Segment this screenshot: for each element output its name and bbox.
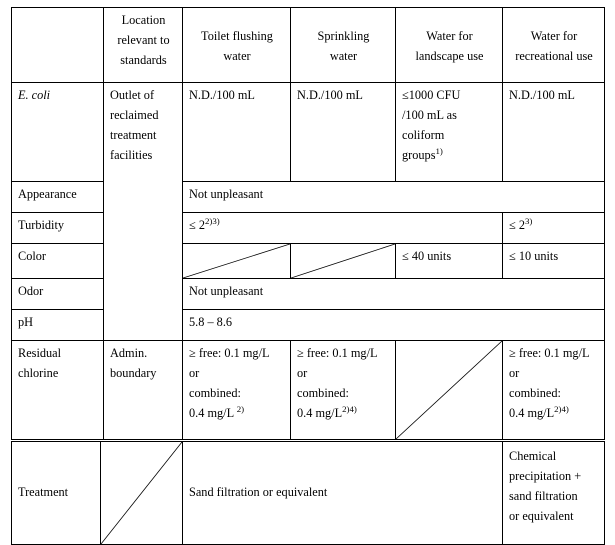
header-recreational-line-1: Water for [530,29,578,43]
cell-location-outlet-reclaimed [104,83,183,341]
treatment-recreational-line-3: sand filtration [509,488,578,503]
location-line-3: treatment [110,127,157,142]
header-recreational-line-2: recreational use [515,48,593,63]
header-toilet-line-2: water [223,48,251,63]
row-label-odor: Odor [12,279,104,310]
chlorine-recreational-line-3: combined: [509,385,561,400]
chlorine-toilet-line-4-text: 0.4 mg/L [189,405,237,420]
cell-color-recreational: ≤ 10 units [503,244,605,279]
header-landscape-line-2: landscape use [415,48,484,63]
cell-ecoli-landscape [396,83,503,182]
diagonal-slash-icon [396,341,502,439]
ecoli-landscape-line-4-text: groups [402,147,436,162]
location-line-2: reclaimed [110,107,159,122]
footnote-marker-2-4-b: 2)4) [554,403,569,414]
diagonal-slash-icon [291,244,395,278]
row-label-treatment: Treatment [12,442,101,545]
chlorine-sprinkling-line-4 [297,404,390,424]
header-location-line-3: standards [120,52,167,67]
footnote-marker-2-4: 2)4) [342,403,357,414]
cell-color-landscape: ≤ 40 units [396,244,503,279]
cell-ecoli-recreational: N.D./100 mL [503,83,605,182]
header-sprinkling-line-2: water [329,48,358,63]
chlorine-recreational-line-2: or [509,365,520,380]
footnote-marker-2-3: 2)3) [204,215,220,226]
chlorine-sprinkling-line-4-text: 0.4 mg/L [297,405,343,420]
residual-chlorine-label-line-2: chlorine [18,365,59,380]
cell-ph-value: 5.8 – 8.6 [183,310,605,341]
header-sprinkling-line-1: Sprinkling [317,29,370,43]
turbidity-right-text: ≤ 2 [509,218,525,232]
chlorine-sprinkling-line-2: or [297,365,308,380]
header-landscape-line-1: Water for [426,29,473,43]
header-cell-location [104,8,183,83]
header-location-line-1: Location [121,13,166,27]
chlorine-toilet-line-1: ≥ free: 0.1 mg/L [189,346,270,360]
row-label-appearance: Appearance [12,182,104,213]
cell-residual-chlorine-landscape-not-applicable [396,341,503,440]
location-line-4: facilities [110,147,153,162]
ecoli-landscape-line-1: ≤1000 CFU [402,88,461,102]
footnote-marker-3: 3) [524,215,533,226]
ecoli-landscape-line-4 [402,146,497,166]
treatment-recreational-line-2: precipitation + [509,468,582,483]
admin-boundary-line-2: boundary [110,365,157,380]
treatment-table [11,441,605,545]
cell-color-toilet-not-applicable [183,244,291,279]
treatment-recreational-line-4: or equivalent [509,508,574,523]
cell-ecoli-toilet: N.D./100 mL [183,83,291,182]
table-row-turbidity [12,213,605,244]
header-cell-sprinkling-water [291,8,396,83]
chlorine-sprinkling-line-3: combined: [297,385,349,400]
chlorine-toilet-line-3: combined: [189,385,241,400]
cell-appearance-value: Not unpleasant [183,182,605,213]
cell-treatment-location-not-applicable [101,442,183,545]
header-cell-toilet-flushing-water [183,8,291,83]
row-label-color: Color [12,244,104,279]
table-row-appearance [12,182,605,213]
table-row-ph [12,310,605,341]
table-row-residual-chlorine [12,341,605,440]
chlorine-toilet-line-2: or [189,365,200,380]
cell-color-sprinkling-not-applicable [291,244,396,279]
row-label-turbidity: Turbidity [12,213,104,244]
table-row-color [12,244,605,279]
ecoli-landscape-line-3: coliform [402,127,445,142]
cell-residual-chlorine-recreational [503,341,605,440]
chlorine-recreational-line-1: ≥ free: 0.1 mg/L [509,346,590,360]
chlorine-recreational-line-4 [509,404,599,424]
row-label-residual-chlorine [12,341,104,440]
cell-odor-value: Not unpleasant [183,279,605,310]
admin-boundary-line-1: Admin. [110,346,148,360]
footnote-marker-1: 1) [435,145,443,156]
table-row-odor [12,279,605,310]
cell-residual-chlorine-toilet [183,341,291,440]
table-row-ecoli [12,83,605,182]
cell-turbidity-recreational [503,213,605,244]
header-cell-blank [12,8,104,83]
ecoli-landscape-line-2: /100 mL as [402,107,457,122]
water-quality-standards-table [11,7,605,440]
cell-ecoli-sprinkling: N.D./100 mL [291,83,396,182]
row-label-ecoli: E. coli [12,83,104,182]
header-toilet-line-1: Toilet flushing [201,29,273,43]
chlorine-toilet-line-4 [189,404,285,424]
chlorine-sprinkling-line-1: ≥ free: 0.1 mg/L [297,346,378,360]
header-cell-water-for-recreational-use [503,8,605,83]
location-line-1: Outlet of [110,88,155,102]
diagonal-slash-icon [183,244,290,278]
treatment-row [12,442,605,545]
cell-turbidity-left [183,213,503,244]
table-header-row [12,8,605,83]
cell-residual-chlorine-location [104,341,183,440]
diagonal-slash-icon [101,442,182,544]
residual-chlorine-label-line-1: Residual [18,346,62,360]
header-location-line-2: relevant to [117,32,170,47]
cell-residual-chlorine-sprinkling [291,341,396,440]
row-label-ph: pH [12,310,104,341]
treatment-recreational-line-1: Chemical [509,449,557,463]
cell-treatment-sand-filtration: Sand filtration or equivalent [183,442,503,545]
turbidity-left-text: ≤ 2 [189,218,205,232]
cell-treatment-recreational [503,442,605,545]
chlorine-recreational-line-4-text: 0.4 mg/L [509,405,555,420]
header-cell-water-for-landscape-use [396,8,503,83]
footnote-marker-2: 2) [236,403,245,414]
